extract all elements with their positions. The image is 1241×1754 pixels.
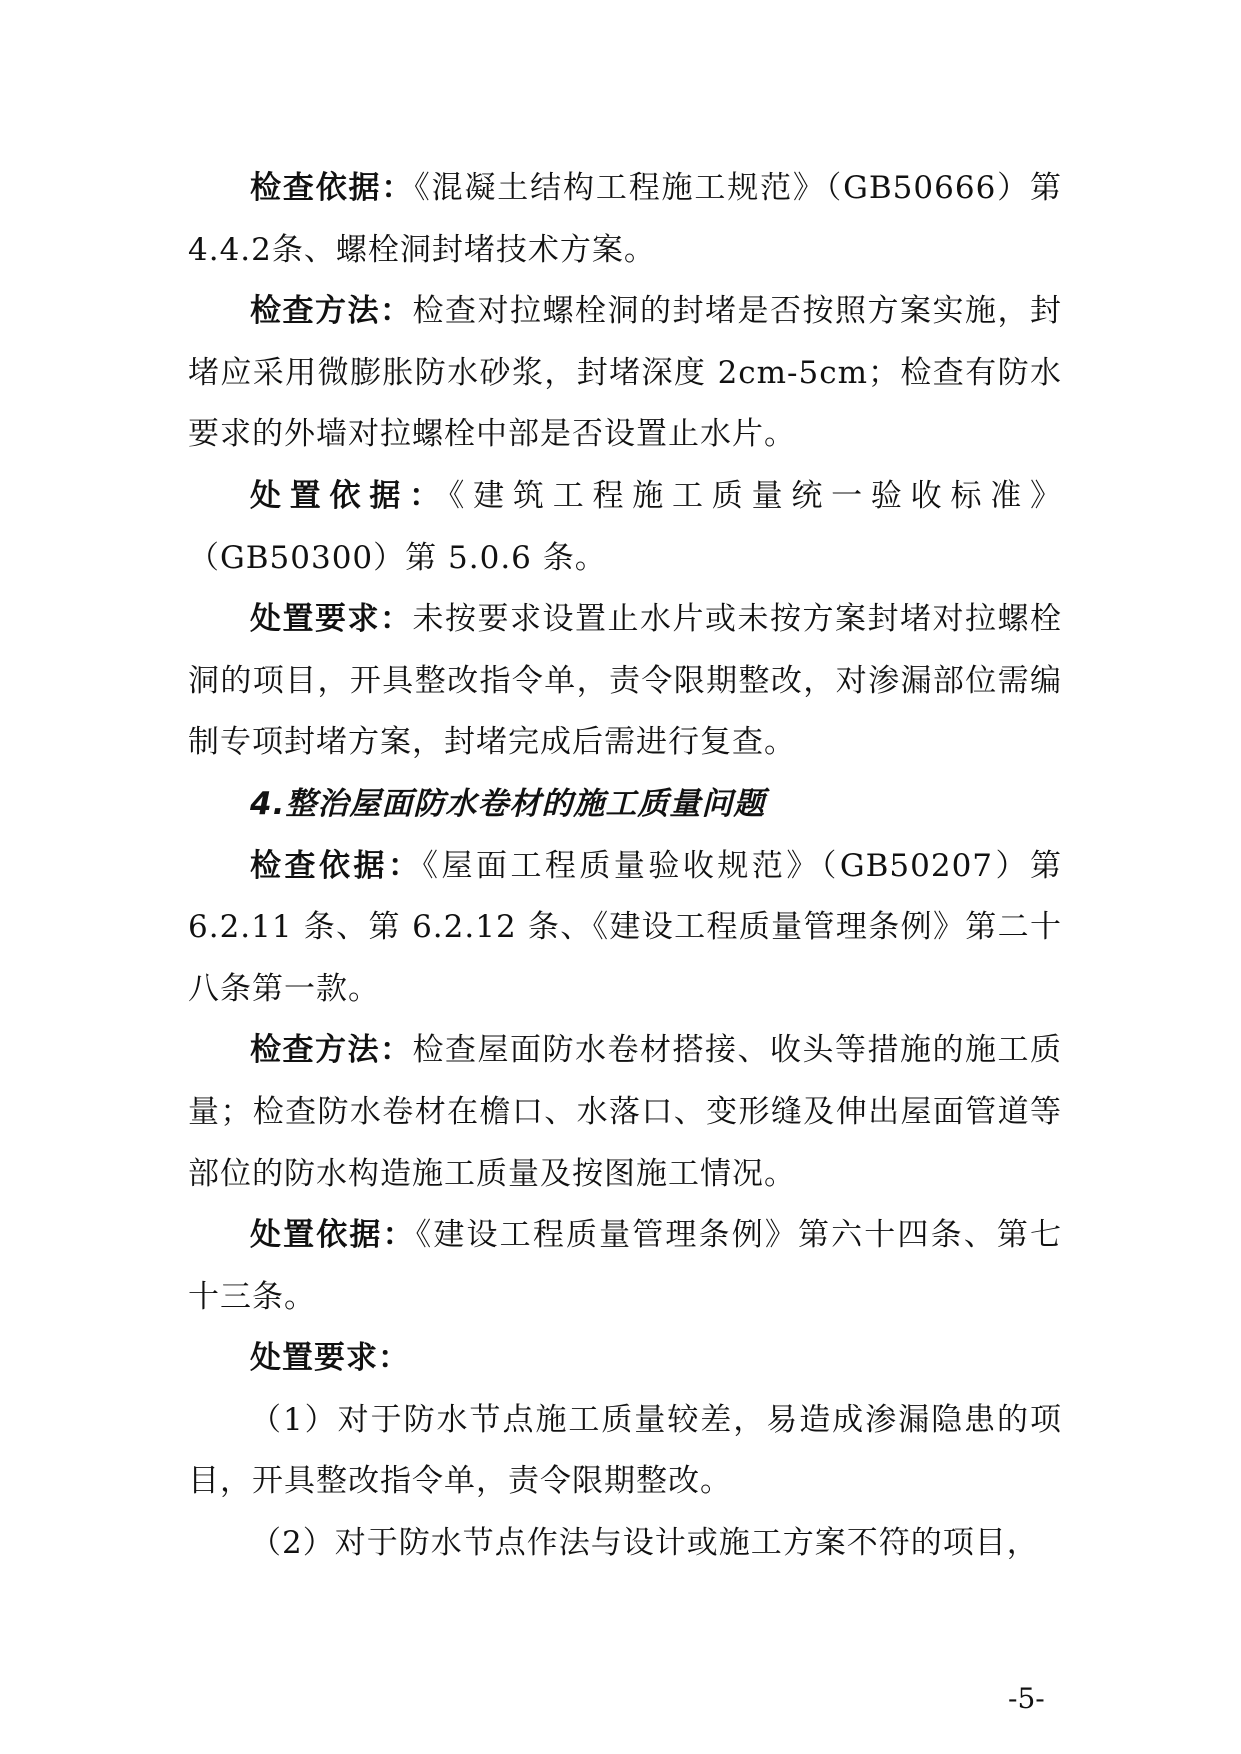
paragraph-disposal-requirement	[188, 589, 1062, 774]
list-item	[188, 1513, 1062, 1575]
paragraph-text: 《建设工程质量管理条例》第六十四条、第七十三条。	[188, 1217, 1063, 1315]
paragraph-label: 处置依据：	[250, 1217, 416, 1254]
paragraph-label: 检查方法：	[250, 1032, 413, 1069]
list-item	[188, 1390, 1062, 1513]
paragraph-text: 未按要求设置止水片或未按方案封堵对拉螺栓洞的项目，开具整改指令单，责令限期整改，对渗漏部位需编制专项封堵方案，封堵完成后需进行复查。	[188, 601, 1062, 761]
paragraph-inspection-basis	[188, 836, 1062, 1021]
paragraph-label: 处置要求：	[250, 1340, 410, 1377]
paragraph-inspection-basis	[188, 158, 1062, 281]
paragraph-disposal-basis	[188, 1205, 1062, 1328]
document-body	[188, 158, 1062, 1575]
paragraph-text: 检查对拉螺栓洞的封堵是否按照方案实施，封堵应采用微膨胀防水砂浆，封堵深度 2cm-5cm；检查有防水要求的外墙对拉螺栓中部是否设置止水片。	[188, 293, 1062, 453]
paragraph-label: 检查依据：	[250, 170, 415, 206]
paragraph-label: 处置要求：	[250, 601, 413, 638]
paragraph-label: 处置依据：	[250, 477, 449, 514]
paragraph-inspection-method	[188, 1020, 1062, 1205]
paragraph-inspection-method	[188, 281, 1062, 466]
paragraph-text: 《建筑工程施工质量统一验收标准》（GB50300）第 5.0.6 条。	[188, 477, 1062, 576]
paragraph-text: 《屋面工程质量验收规范》（GB50207）第6.2.11 条、第 6.2.12 条、《建设工程质量管理条例》第二十八条第一款。	[188, 847, 1062, 1007]
paragraph-text: 检查屋面防水卷材搭接、收头等措施的施工质量；检查防水卷材在檐口、水落口、变形缝及伸出屋面管道等部位的防水构造施工质量及按图施工情况。	[188, 1032, 1062, 1192]
section-heading	[188, 774, 1062, 836]
list-item-text: （2）对于防水节点作法与设计或施工方案不符的项目，	[250, 1525, 1039, 1562]
page-number: -5-	[1008, 1682, 1045, 1715]
paragraph-label: 检查依据：	[250, 847, 423, 884]
paragraph-label: 检查方法：	[250, 293, 413, 330]
paragraph-disposal-requirement	[188, 1328, 1062, 1390]
section-heading-text: 4.整治屋面防水卷材的施工质量问题	[250, 785, 766, 822]
list-item-text: （1）对于防水节点施工质量较差，易造成渗漏隐患的项目，开具整改指令单，责令限期整改。	[188, 1401, 1062, 1500]
paragraph-disposal-basis	[188, 466, 1062, 589]
paragraph-text: 《混凝土结构工程施工规范》（GB50666）第4.4.2条、螺栓洞封堵技术方案。	[188, 170, 1062, 268]
